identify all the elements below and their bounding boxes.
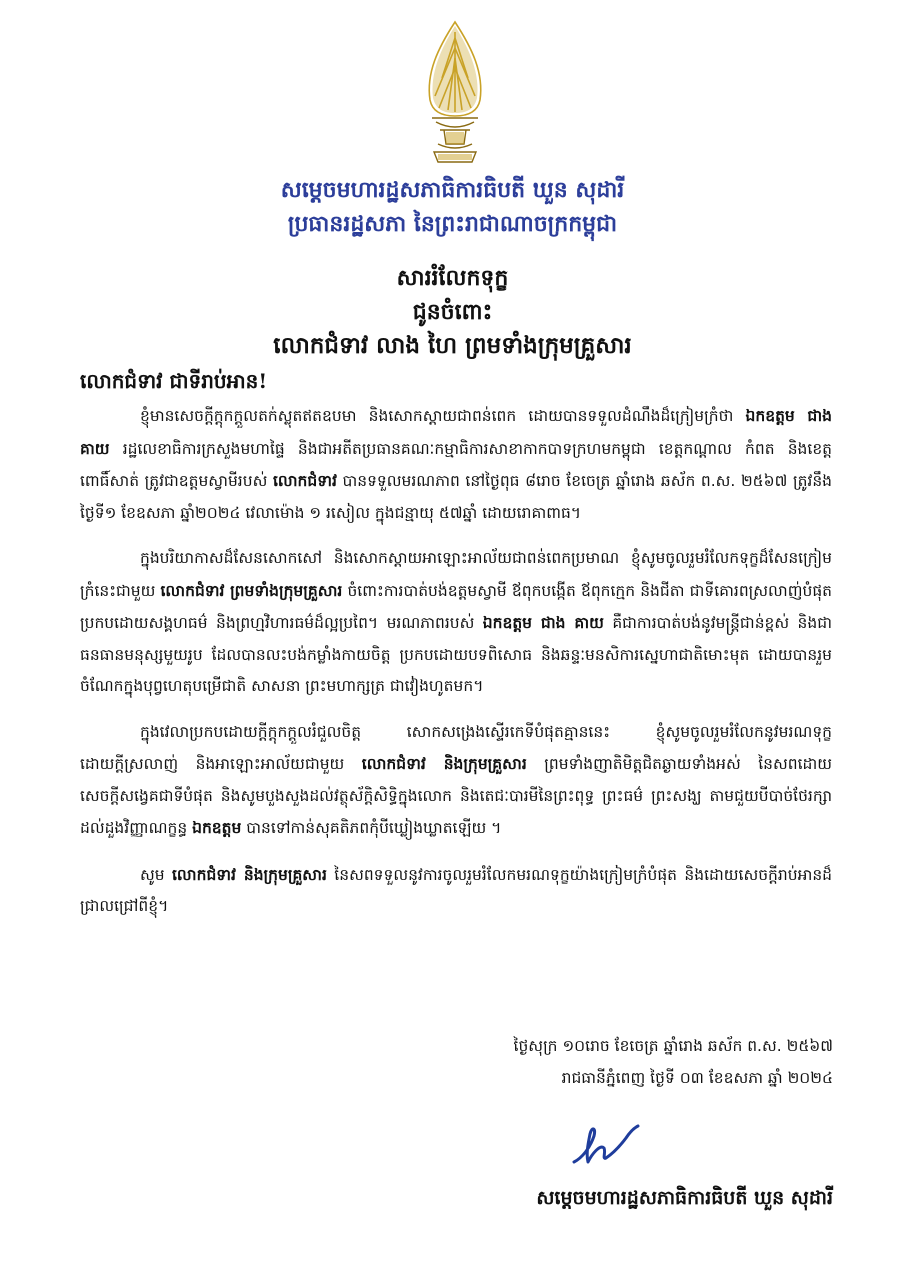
salutation: លោកជំទាវ ជាទីរាប់អាន! (80, 369, 268, 393)
bold-name: លោកជំទាវ និងក្រុមគ្រួសារ (172, 864, 327, 884)
signer-name: សម្តេចមហារដ្ឋសភាធិការធិបតី ឃួន សុដារី (536, 1187, 833, 1209)
paragraph-text: ក្នុងវេលាប្រកបដោយក្តីក្តុកក្តួលរំជួលចិត្ត សោកសង្រេងស្ទើរកេទីបំផុតគ្មាននេះ ខ្ញុំសូមចូលរួមរំលែកនូវមរណទុក្ខដោយក្តីស្រលាញ់ និងអាឡោះអាល័យជាមួយ (80, 722, 832, 773)
header-name: សម្តេចមហារដ្ឋសភាធិការធិបតី ឃួន សុដារី (280, 177, 625, 203)
document-title: សាររំលែកទុក្ខ (396, 265, 509, 291)
document-to: ជូនចំពោះ (412, 299, 493, 325)
paragraph-text: ក្នុងបរិយាកាសដ៏សែនសោកសៅ និងសោកស្តាយអាឡោះអាល័យជាពន់ពេកប្រមាណ ខ្ញុំសូមចូលរួមរំលែកទុក្ខដ៏សែនក្រៀមក្រំនេះជាមួយ (80, 549, 832, 600)
bold-name: ឯកឧត្តម ជាង គាយ (80, 406, 832, 458)
paragraph-text: សូម (140, 865, 173, 884)
bold-name: លោកជំទាវ ព្រមទាំងក្រុមគ្រួសារ (160, 580, 343, 600)
paragraph-text: ព្រមទាំងញាតិមិត្តជិតឆ្ងាយទាំងអស់ នៃសពដោយសេចក្តីសង្វេគជាទីបំផុត និងសូមបួងសួងដល់វត្ថុស័ក្តិសិទ្ធិក្នុងលោក និងតេជៈបារមីនៃព្រះពុទ្ធ ព្រះធម៌ ព្រះសង្ឃ តាមជួយបីបាច់ថែរក្សាដល់ដួងវិញ្ញាណក្ខន្ធ (80, 755, 833, 837)
paragraph-text: បានទទួលមរណភាព នៅថ្ងៃពុធ ៨រោច ខែចេត្រ ឆ្នាំរោង ឆស័ក ព.ស. ២៥៦៧ ត្រូវនឹងថ្ងៃទី១ ខែឧសភា ឆ្នាំ២០២៤ វេលាម៉ោង ១ រសៀល ក្នុងជន្មាយុ ៥៧ឆ្នាំ ដោយរោគាពាធ។ (80, 472, 833, 522)
body-paragraph (80, 543, 832, 703)
body-paragraph (80, 400, 832, 529)
date-khmer: ថ្ងៃសុក្រ ១០រោច ខែចេត្រ ឆ្នាំរោង ឆស័ក ព.ស. ២៥៦៧ (513, 1037, 833, 1055)
signature-icon (568, 1118, 658, 1168)
header-title: ប្រធានរដ្ឋសភា នៃព្រះរាជាណាចក្រកម្ពុជា (287, 211, 618, 237)
bold-name: ឯកឧត្តម (192, 818, 242, 837)
paragraph-text: បានទៅកាន់សុគតិភពកុំបីឃ្លៀងឃ្លាតឡើយ ។ (241, 819, 502, 837)
bold-name: លោកជំទាវ (272, 471, 337, 490)
paragraph-text: នៃសពទទួលនូវការចូលរួមរំលែកមរណទុក្ខយ៉ាងក្រៀមក្រំបំផុត និងដោយសេចក្តីរាប់អានដ៏ជ្រាលជ្រៅពីខ្ញុំ។ (80, 865, 832, 915)
bold-name: ឯកឧត្តម ជាង គាយ (482, 613, 604, 632)
letter-body (80, 400, 832, 937)
paragraph-text: រដ្ឋលេខាធិការក្រសួងមហាផ្ទៃ និងជាអតីតប្រធានគណៈកម្មាធិការសាខាកាកបាទក្រហមកម្ពុជា ខេត្តកណ្តាល កំពត និងខេត្តពោធិ៍សាត់ ត្រូវជាឧត្តមស្វាមីរបស់ (80, 439, 832, 490)
parliament-emblem-icon (418, 18, 492, 168)
date-gregorian: រាជធានីភ្នំពេញ ថ្ងៃទី ០៣ ខែឧសភា ឆ្នាំ ២០២៤ (561, 1069, 833, 1087)
body-paragraph (80, 717, 832, 845)
document-recipient: លោកជំទាវ លាង ហៃ ព្រមទាំងក្រុមគ្រួសារ (273, 332, 632, 359)
body-paragraph (80, 859, 832, 923)
paragraph-text: ចំពោះការបាត់បង់ឧត្តមស្វាមី ឪពុកបង្កើត ឪពុកក្មេក និងជីតា ជាទីគោរពស្រលាញ់បំផុត ប្រកបដោយសង្គហធម៌ និងព្រហ្មវិហារធម៌ដ៏ល្អប្រពៃ។ មរណភាពរបស់ (80, 581, 832, 632)
paragraph-text: ខ្ញុំមានសេចក្តីក្តុកក្តួលតក់ស្លុតឥតឧបមា និងសោកស្តាយជាពន់ពេក ដោយបានទទួលដំណឹងដ៏ក្រៀមក្រំថា (140, 407, 746, 425)
bold-name: លោកជំទាវ និងក្រុមគ្រួសារ (361, 754, 527, 773)
paragraph-text: គឺជាការបាត់បង់នូវមន្ត្រីជាន់ខ្ពស់ និងជាធនធានមនុស្សមួយរូប ដែលបានលះបង់កម្លាំងកាយចិត្ត ប្រកបដោយបទពិសោធ និងឆន្ទៈមនសិការស្នេហាជាតិមោះមុត ដោយបានរួមចំណែកក្នុងបុព្វហេតុបម្រើជាតិ សាសនា ព្រះមហាក្សត្រ ជាវៀងហូតមក។ (80, 614, 832, 695)
